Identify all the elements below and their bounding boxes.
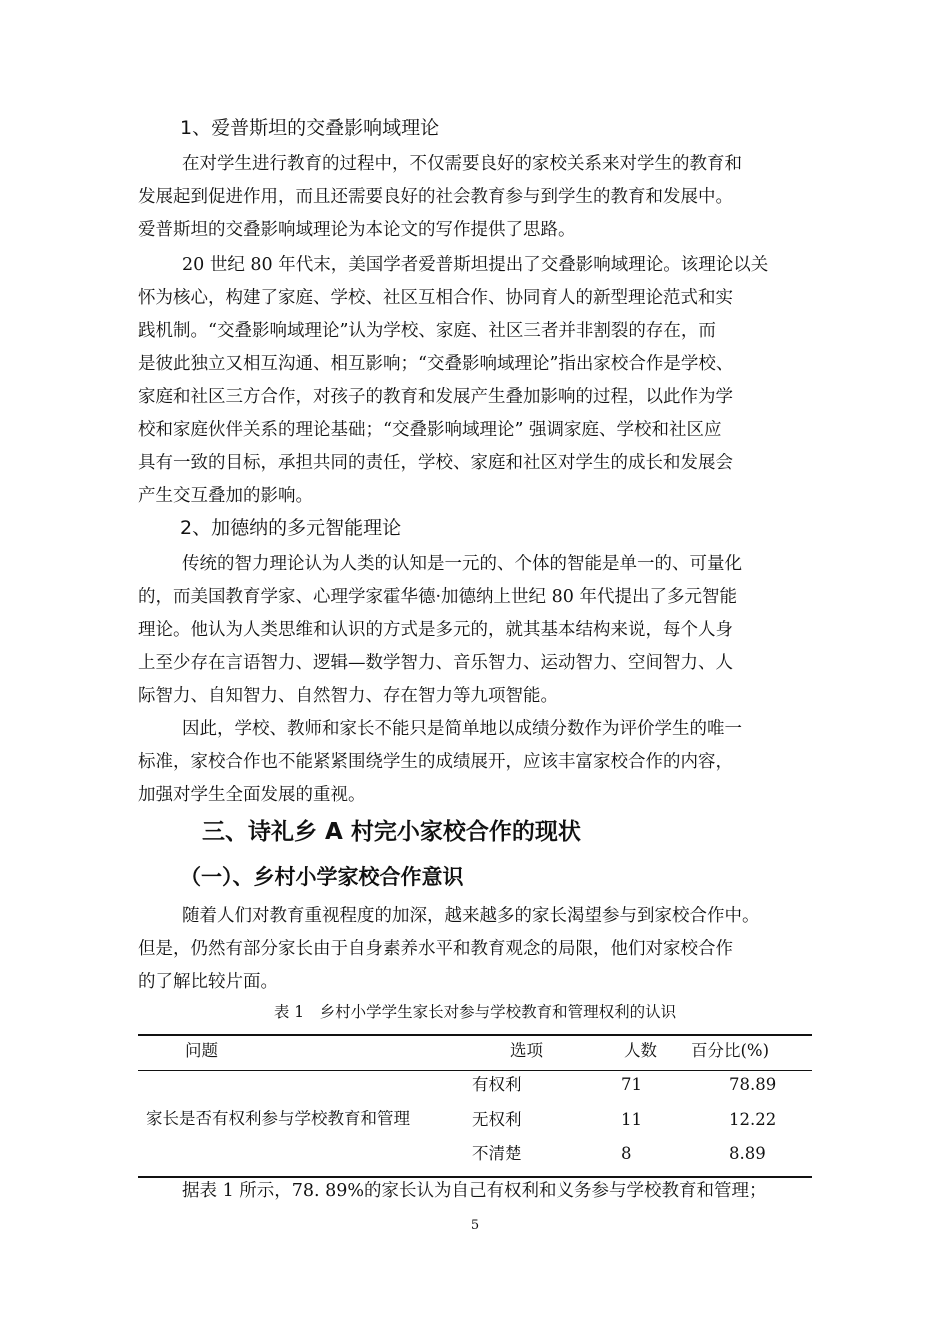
- table-cell-percent: 12.22: [729, 1110, 777, 1129]
- paragraph-line: 是彼此独立又相互沟通、相互影响；“交叠影响域理论”指出家校合作是学校、: [138, 354, 734, 374]
- table-cell-percent: 78.89: [729, 1075, 777, 1094]
- paragraph-line: 际智力、自知智力、自然智力、存在智力等九项智能。: [138, 686, 558, 706]
- paragraph-line: 加强对学生全面发展的重视。: [138, 785, 366, 805]
- table-caption: 表 1 乡村小学学生家长对参与学校教育和管理权利的认识: [273, 1003, 677, 1021]
- paragraph-cooperation-awareness: [138, 900, 818, 999]
- paragraph-line: 上至少存在言语智力、逻辑—数学智力、音乐智力、运动智力、空间智力、人: [138, 653, 733, 673]
- table-question-cell: 家长是否有权利参与学校教育和管理: [146, 1109, 410, 1128]
- chapter-heading: 三、诗礼乡 A 村完小家校合作的现状: [202, 819, 581, 845]
- paragraph-line: 在对学生进行教育的过程中，不仅需要良好的家校关系来对学生的教育和: [182, 154, 742, 174]
- table-cell-percent: 8.89: [729, 1144, 766, 1163]
- paragraph-line: 因此，学校、教师和家长不能只是简单地以成绩分数作为评价学生的唯一: [182, 719, 742, 739]
- header-question: 问题: [185, 1041, 218, 1060]
- paragraph-line: 践机制。“交叠影响域理论”认为学校、家庭、社区三者并非割裂的存在，而: [138, 321, 716, 341]
- page-number: 5: [470, 1218, 480, 1233]
- header-count: 人数: [624, 1041, 657, 1060]
- table-cell-count: 11: [621, 1110, 642, 1129]
- paragraph-line: 20 世纪 80 年代末，美国学者爱普斯坦提出了交叠影响域理论。该理论以关: [182, 255, 769, 275]
- paragraph-line: 校和家庭伙伴关系的理论基础；“交叠影响域理论” 强调家庭、学校和社区应: [138, 420, 722, 440]
- paragraph-epstein-theory: [138, 249, 818, 513]
- paragraph-line: 随着人们对教育重视程度的加深，越来越多的家长渴望参与到家校合作中。: [182, 906, 760, 926]
- paragraph-line: 具有一致的目标，承担共同的责任，学校、家庭和社区对学生的成长和发展会: [138, 453, 733, 473]
- section-heading-gardner: 2、加德纳的多元智能理论: [180, 517, 402, 539]
- paragraph-gardner-conclusion: [138, 713, 818, 812]
- table-header-rule: [138, 1070, 812, 1071]
- paragraph-epstein-intro: [138, 148, 818, 247]
- paragraph-line: 的了解比较片面。: [138, 972, 278, 992]
- paragraph-line: 爱普斯坦的交叠影响域理论为本论文的写作提供了思路。: [138, 220, 576, 240]
- section-heading-epstein: 1、爱普斯坦的交叠影响域理论: [180, 117, 440, 139]
- paragraph-line: 发展起到促进作用，而且还需要良好的社会教育参与到学生的教育和发展中。: [138, 187, 733, 207]
- header-option: 选项: [510, 1041, 543, 1060]
- paragraph-line: 产生交互叠加的影响。: [138, 486, 313, 506]
- paragraph-line: 但是，仍然有部分家长由于自身素养水平和教育观念的局限，他们对家校合作: [138, 939, 733, 959]
- subsection-heading: （一）、乡村小学家校合作意识: [180, 865, 464, 889]
- paragraph-line: 标准，家校合作也不能紧紧围绕学生的成绩展开，应该丰富家校合作的内容，: [138, 752, 733, 772]
- header-percent: 百分比(%): [691, 1041, 770, 1060]
- paragraph-line: 据表 1 所示，78. 89%的家长认为自己有权利和义务参与学校教育和管理；: [182, 1181, 767, 1201]
- table-cell-count: 71: [621, 1075, 642, 1094]
- paragraph-line: 怀为核心，构建了家庭、学校、社区互相合作、协同育人的新型理论范式和实: [138, 288, 733, 308]
- paragraph-gardner-theory: [138, 548, 818, 713]
- table-cell-option: 不清楚: [472, 1144, 522, 1163]
- table-cell-count: 8: [621, 1144, 632, 1163]
- paragraph-table-analysis: [138, 1175, 818, 1208]
- paragraph-line: 家庭和社区三方合作，对孩子的教育和发展产生叠加影响的过程，以此作为学: [138, 387, 733, 407]
- table-cell-option: 有权利: [472, 1075, 522, 1094]
- table-top-rule: [138, 1034, 812, 1036]
- paragraph-line: 传统的智力理论认为人类的认知是一元的、个体的智能是单一的、可量化: [182, 554, 742, 574]
- paragraph-line: 的，而美国教育学家、心理学家霍华德·加德纳上世纪 80 年代提出了多元智能: [138, 587, 737, 607]
- paragraph-line: 理论。他认为人类思维和认识的方式是多元的，就其基本结构来说，每个人身: [138, 620, 733, 640]
- table-cell-option: 无权利: [472, 1110, 522, 1129]
